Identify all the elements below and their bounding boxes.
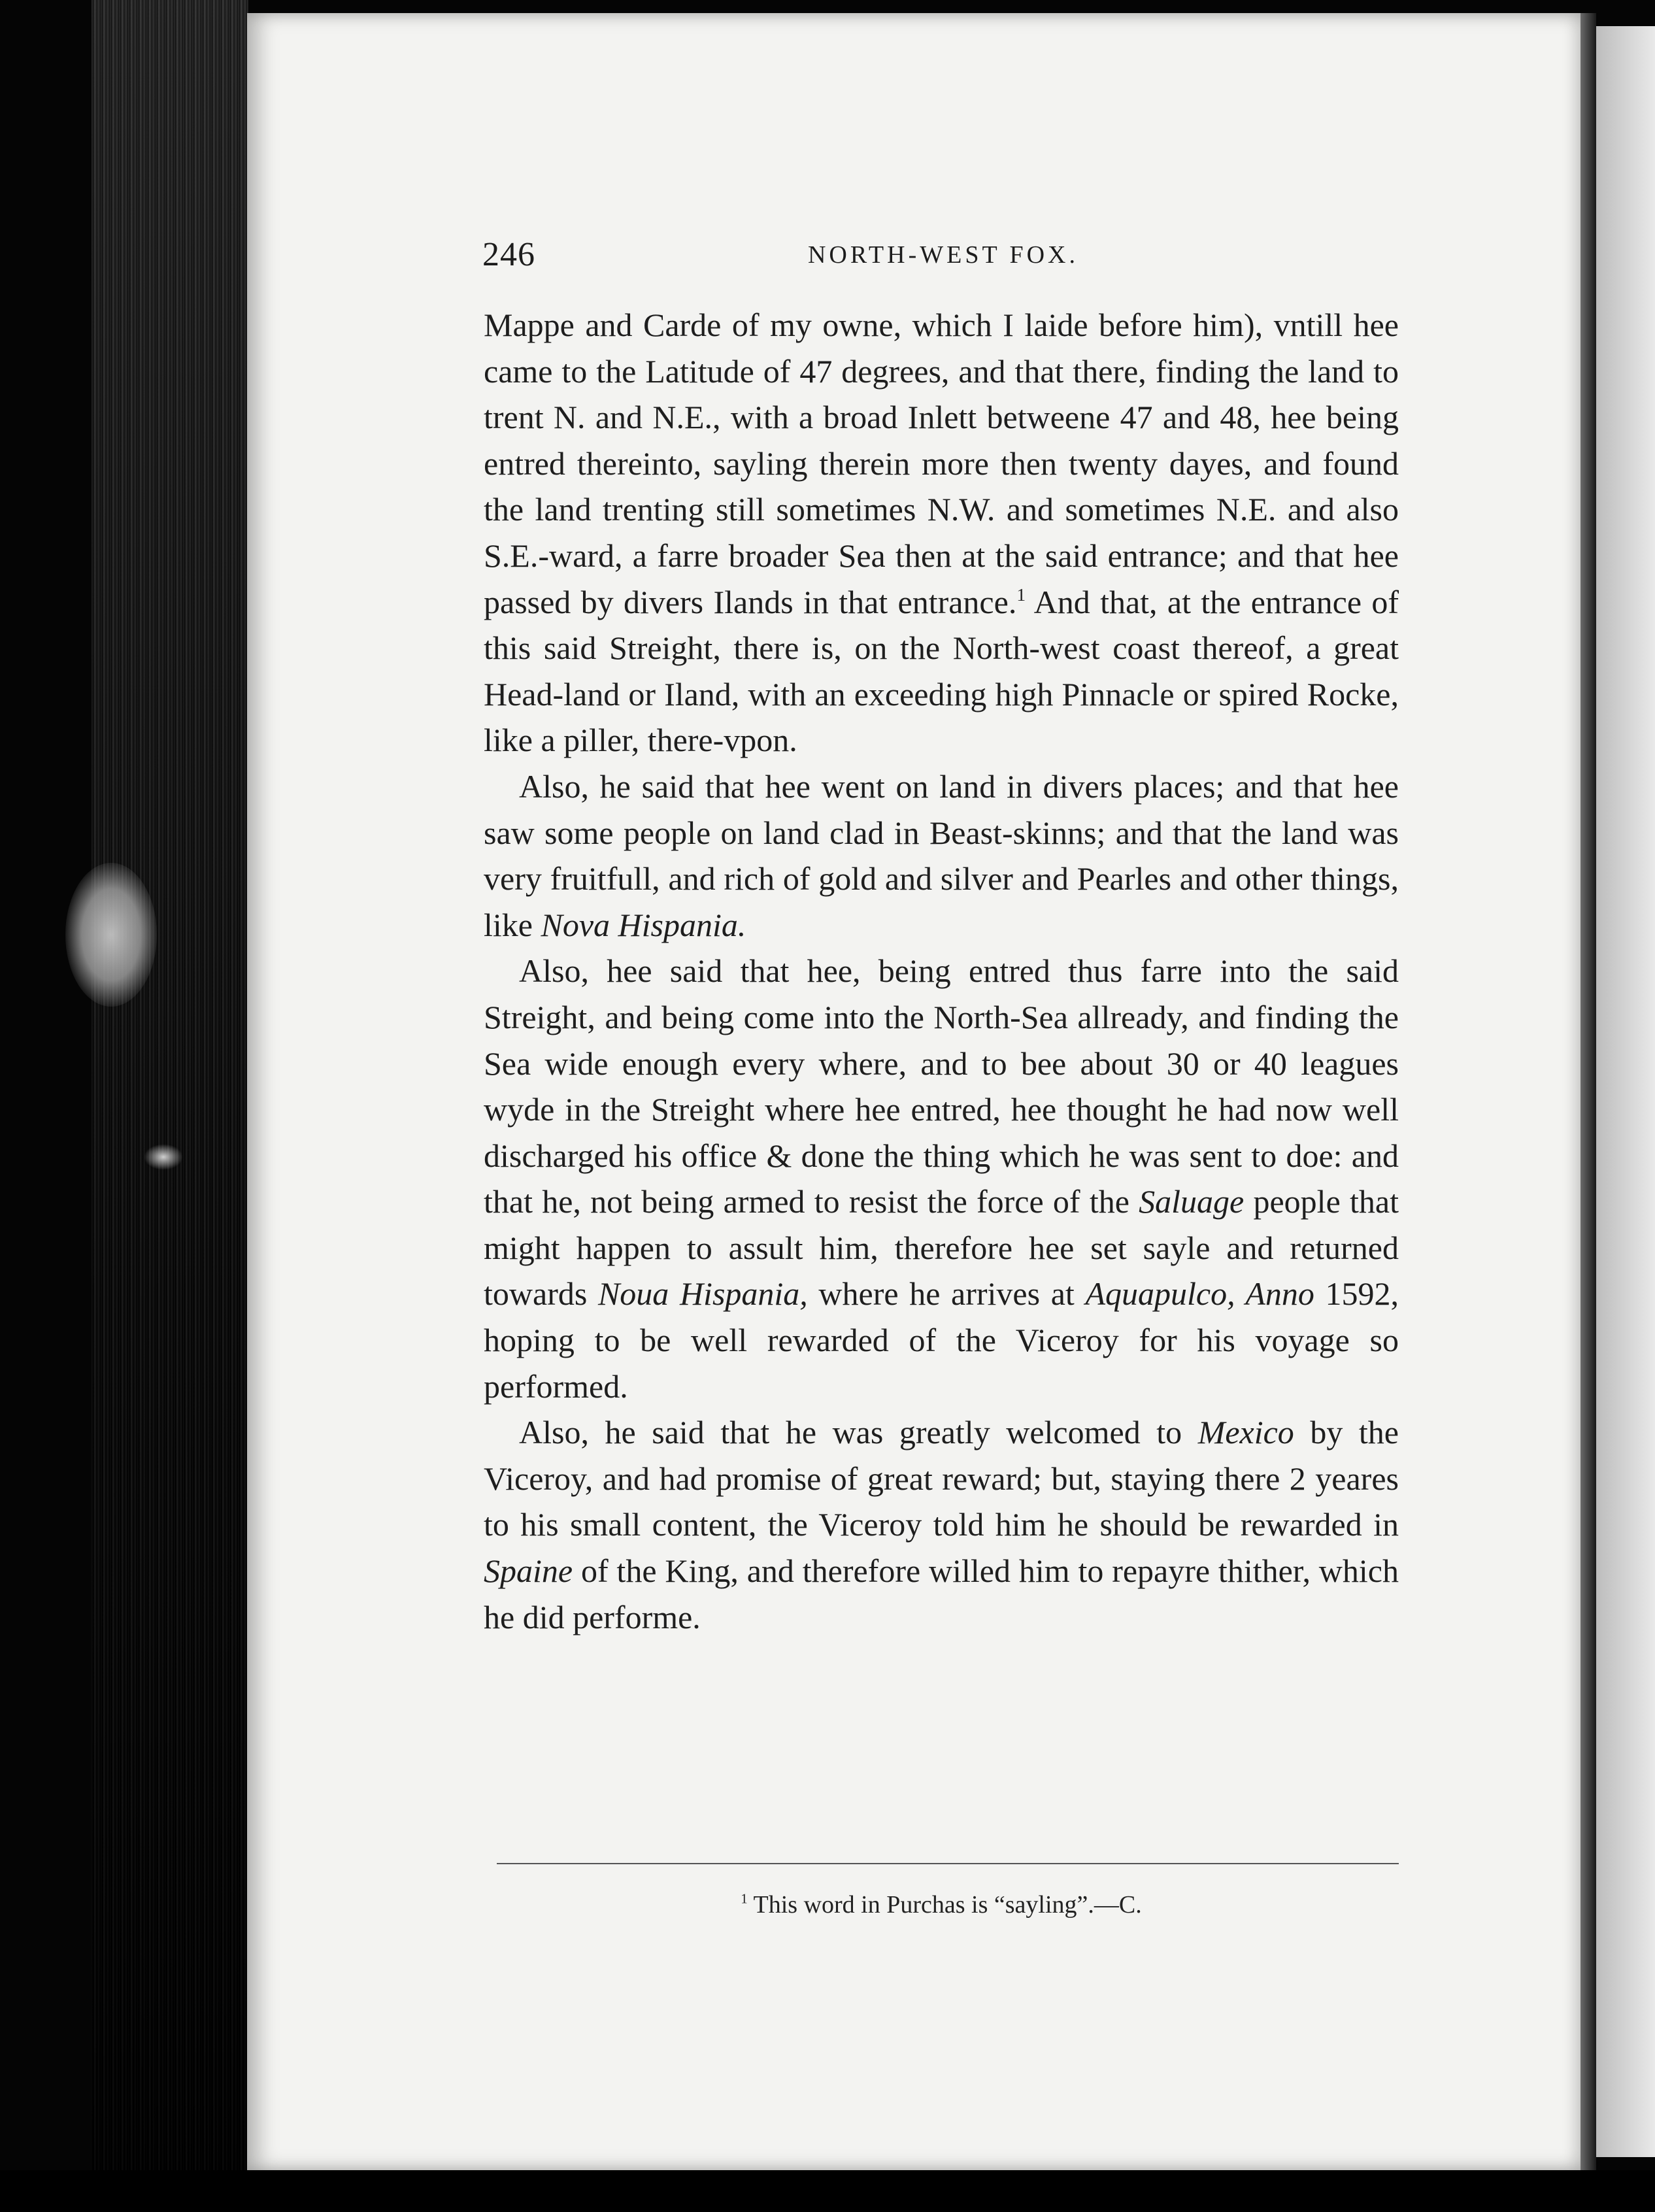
body-text xyxy=(484,302,1399,1640)
gutter-shadow xyxy=(1580,13,1596,2170)
italic-text: Nova Hispania. xyxy=(541,906,746,943)
edge-stain-small xyxy=(144,1144,183,1170)
text-segment: Mappe and Carde of my owne, which I laide before him), vntill hee came to the Latitude of 47 degrees, and that there, finding the land to trent N. and N.E., with a broad Inlett betweene 47 and 48, hee being entred thereinto, sayling therein more then twenty dayes, and found the land trenting still sometimes N.W. and sometimes N.E. and also S.E.-ward, a farre broader Sea then at the said entrance; and that hee passed by divers Ilands in that entrance. xyxy=(484,307,1399,620)
running-head xyxy=(482,235,1404,275)
paragraph xyxy=(484,763,1399,948)
text-segment: And that, at the entrance of this said Streight, there is, on the North-west coast thereof, a great Head-land or Iland, with an exceeding high Pinnacle or spired Rocke, like a piller, there-vpon. xyxy=(484,583,1399,759)
text-segment: Also, he said that he was greatly welcomed to xyxy=(519,1414,1198,1451)
italic-text: Spaine xyxy=(484,1552,573,1590)
text-segment: 1592, hoping to be well rewarded of the Viceroy for his voyage so performed. xyxy=(484,1275,1399,1405)
text-segment: Also, hee said that hee, being entred thus farre into the said Streight, and being come into the North-Sea allready, and finding the Sea wide enough every where, and to bee about 30 or 40 leagues wyde in the Streight where hee entred, hee thought he had now well discharged his office & done the thing which he was sent to doe: and that he, not being armed to resist the force of the xyxy=(484,952,1399,1220)
text-segment: people that might happen to assult him, therefore hee set sayle and returned towards xyxy=(484,1183,1399,1313)
facing-page-edge xyxy=(1596,26,1655,2157)
footnote-marker: 1 xyxy=(741,1890,748,1907)
paragraph xyxy=(484,1409,1399,1640)
text-segment: of the King, and therefore willed him to repayre thither, which he did performe. xyxy=(484,1552,1399,1635)
scan-border xyxy=(0,2170,1655,2212)
italic-text: Saluage xyxy=(1139,1183,1245,1220)
italic-text: Mexico xyxy=(1197,1414,1294,1451)
footnote-text: This word in Purchas is “sayling”.—C. xyxy=(747,1891,1142,1919)
footnote-reference: 1 xyxy=(1016,584,1026,605)
italic-text: Aquapulco, Anno xyxy=(1085,1275,1314,1313)
book-page-edges xyxy=(92,0,248,2170)
page-title: NORTH-WEST FOX. xyxy=(807,241,1078,269)
footnote xyxy=(484,1890,1399,1919)
italic-text: Noua Hispania, xyxy=(597,1275,808,1313)
paragraph xyxy=(484,302,1399,763)
text-segment: Also, he said that hee went on land in divers places; and that hee saw some people on land clad in Beast-skinns; and that the land was very fruitfull, and rich of gold and silver and Pearles and other things, like xyxy=(484,767,1399,943)
edge-stain xyxy=(65,863,157,1007)
text-segment: where he arrives at xyxy=(807,1275,1086,1313)
paragraph xyxy=(484,948,1399,1409)
page-number: 246 xyxy=(482,236,535,273)
text-segment: by the Viceroy, and had promise of great reward; but, staying there 2 yeares to his small content, the Viceroy told him he should be rewarded in xyxy=(484,1414,1399,1543)
footnote-rule xyxy=(497,1863,1399,1864)
